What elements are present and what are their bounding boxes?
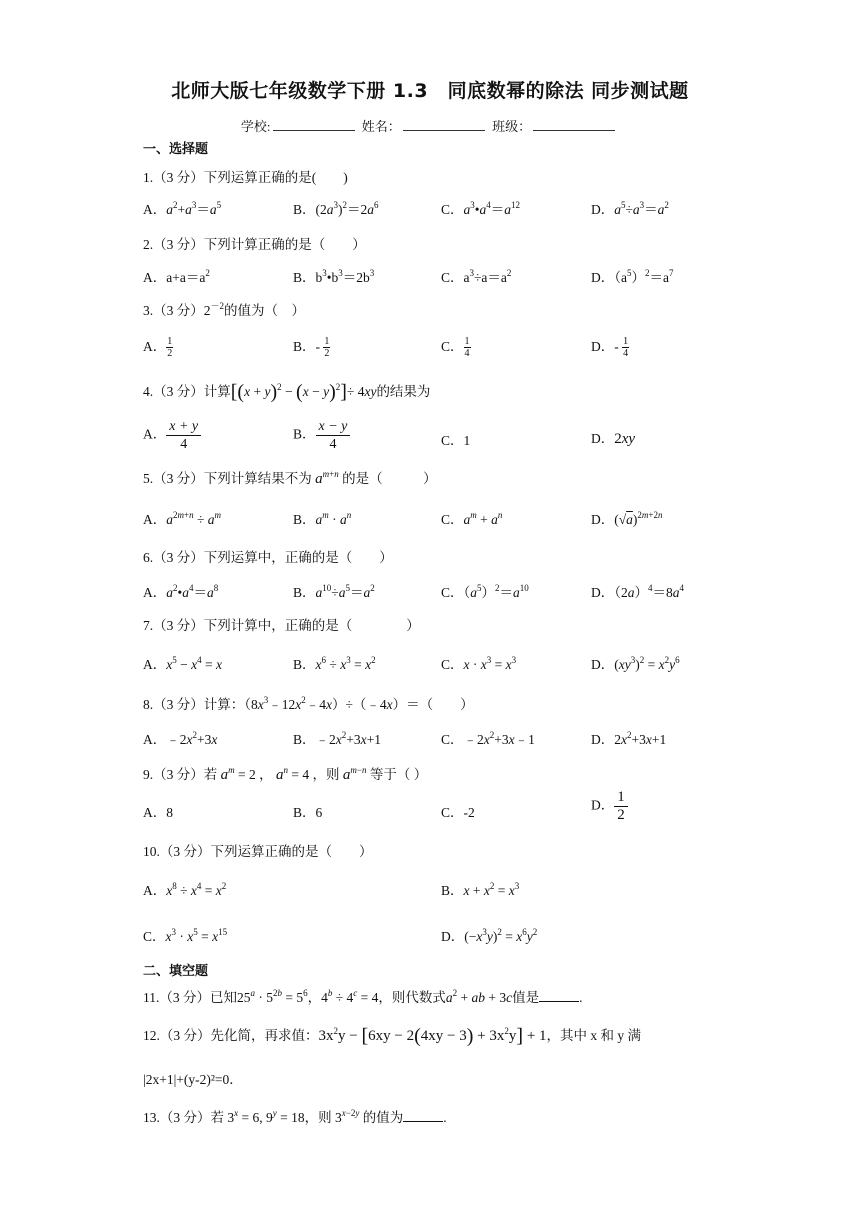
question-10-stem: 10.（3 分）下列运算正确的是（ ） [143,844,373,859]
q8-option-a[interactable]: A．$﹣2x^2+3x$ [143,730,218,747]
q4-stem-text: 4.（3 分）计算 [143,384,231,399]
q7-option-d[interactable]: D．$(xy^3)^2 = x^2y^6$ [591,655,680,672]
page-title: 北师大版七年级数学下册 1.3 同底数幂的除法 同步测试题 [171,80,689,102]
question-2-stem: 2.（3 分）下列计算正确的是（ ） [143,237,366,252]
q13-stem-end: 的值为 [362,1110,404,1125]
q9-option-b[interactable]: B．6 [293,805,323,820]
q13-answer-blank[interactable] [403,1109,443,1122]
q5-option-d[interactable]: D．$(√a)^{2m+2n}$ [591,510,663,527]
q1-option-d[interactable]: D．$a^5\div a^3=a^2$ [591,200,669,217]
q4-option-c-value: 1 [463,433,471,448]
school-label: 学校: [240,119,271,134]
q4-option-d[interactable]: D．2xy [591,431,636,447]
q7-option-a[interactable]: A．$x^5 - x^4 = x$ [143,655,222,672]
q9-comma: ， [259,767,273,782]
q1-option-b[interactable]: B．$(2a^3)^2=2a^6$ [293,200,379,217]
q5-option-a[interactable]: A．$a^{2m+n} \div a^m$ [143,510,221,527]
q7-option-c[interactable]: C．$x \cdot x^3 = x^3$ [441,655,517,672]
question-12-condition: |2x+1|+(y-2)²=0． [143,1072,243,1087]
q4-stem-end: 的结果为 [376,384,431,399]
class-label: 班级： [492,119,532,134]
q8-option-b[interactable]: B．$﹣2x^2+3x+1$ [293,730,382,747]
class-blank[interactable] [533,118,615,131]
student-info-line [0,116,860,135]
q10-option-b[interactable]: B．$x + x^2 = x^3$ [441,881,520,898]
question-1-stem: 1.（3 分）下列运算正确的是( ) [143,170,348,185]
q6-option-a[interactable]: A．$a^2•a^4=a^8$ [143,583,219,600]
q8-option-d[interactable]: D．$2x^2+3x+1$ [591,730,667,747]
question-12-stem [143,1024,641,1048]
question-4-stem [143,380,430,404]
q2-option-a[interactable]: A．$a+a=a^2$ [143,268,210,285]
question-7-stem: 7.（3 分）下列计算中，正确的是（ ） [143,618,420,633]
q6-option-c[interactable]: C．$(a^5)^2=a^{10}$ [441,583,529,600]
question-11-stem: 11.（3 分）已知$25^a \cdot 5^{2b} = 5^6$，$4^b \div 4^c = 4$，则代数式$a^2$ + ab + 3c值是 . [143,988,583,1005]
name-blank[interactable] [403,118,485,131]
q2-option-b[interactable]: B．$b^3•b^3=2b^3$ [293,268,375,285]
q3-option-c[interactable]: C． $\frac{1}{4}$ [441,336,470,360]
question-5-stem: 5.（3 分）下列计算结果不为 $a^{m+n}$ 的是（ ） [143,469,437,487]
section-fill-heading: 二、填空题 [143,964,209,979]
q12-stem-text: 12.（3 分）先化简，再求值： [143,1028,319,1043]
q1-option-c[interactable]: C．$a^3•a^4=a^{12}$ [441,200,520,217]
q3-option-d[interactable]: D．- $\frac{1}{4}$ [591,336,629,360]
q5-stem-end: 的是（ ） [342,471,437,486]
section-choice-heading: 一、选择题 [143,142,209,157]
q12-expression: $3x^2y - [6xy - 2(4xy - 3) + 3x^2y] + 1$ [318,1025,547,1047]
question-9-stem: 9.（3 分）若 $a^m = 2$ ， $a^n = 4$ ，则 $a^{m-n}$ 等于（ ） [143,765,428,783]
q6-option-b[interactable]: B．$a^{10}\div a^5=a^2$ [293,583,375,600]
q9-stem-end: 等于（ ） [369,767,428,782]
q3-exponent: －2 [210,301,225,311]
question-13-stem: 13.（3 分）若 $3^x = 6$, $9^y = 18$，则 $3^{x-2y}$ 的值为 . [143,1108,447,1125]
q5-option-b[interactable]: B．$a^m \cdot a^n$ [293,510,352,527]
q11-answer-blank[interactable] [539,989,579,1002]
q4-expression: $[(x + y)^2 - (x - y)^2]\div 4xy$ [230,381,377,403]
question-6-stem: 6.（3 分）下列运算中，正确的是（ ） [143,550,393,565]
q2-option-d[interactable]: D．$(a^5)^2=a^7$ [591,268,674,285]
q9-stem-text: 9.（3 分）若 [143,767,218,782]
q5-stem-text: 5.（3 分）下列计算结果不为 [143,471,312,486]
q13-stem-text: 13.（3 分）若 [143,1110,224,1125]
q3-option-a[interactable]: A． $\frac{1}{2}$ [143,336,173,360]
q3-stem-end: 的值为（ ） [224,303,306,318]
q9-option-a[interactable]: A．8 [143,805,173,820]
q7-option-b[interactable]: B．$x^6 \div x^3 = x^2$ [293,655,376,672]
q9-then: ，则 [312,767,340,782]
q4-option-c[interactable]: C．1 [441,433,471,448]
q10-option-a[interactable]: A．$x^8 \div x^4 = x^2$ [143,881,227,898]
q11-stem-end: 值是 [512,990,540,1005]
question-8-stem: 8.（3 分）计算：$(8x^3﹣12x^2﹣4x)\div(﹣4x)=$（ ） [143,695,474,712]
q9-option-d[interactable]: D． $\frac{1}{2}$ [591,789,628,824]
q11-stem-mid: ，则代数式 [378,990,446,1005]
q13-stem-mid: ，则 [304,1110,332,1125]
q6-option-d[interactable]: D．$(2a)^4=8a^4$ [591,583,684,600]
q3-stem-text: 3.（3 分）2 [143,303,211,318]
q10-option-d[interactable]: D．$(-x^3y)^2 = x^6y^2$ [441,927,538,944]
question-3-stem [143,299,305,319]
q3-option-b[interactable]: B．- $\frac{1}{2}$ [293,336,330,360]
q1-option-a[interactable]: A．$a^2+a^3=a^5$ [143,200,222,217]
q4-option-a[interactable]: A． $\frac{x + y}{4}$ [143,418,201,453]
q8-option-c[interactable]: C．$﹣2x^2+3x﹣1$ [441,730,535,747]
q2-option-c[interactable]: C．$a^3\div a=a^2$ [441,268,512,285]
q10-option-c[interactable]: C．$x^3 \cdot x^5 = x^{15}$ [143,927,228,944]
q9-option-c[interactable]: C．-2 [441,805,475,820]
q4-option-b[interactable]: B． $\frac{x - y}{4}$ [293,418,350,453]
school-blank[interactable] [273,118,355,131]
q11-stem-text: 11.（3 分）已知 [143,990,237,1005]
name-label: 姓名： [361,119,401,134]
q12-stem-end: ，其中 x 和 y 满 [546,1028,642,1043]
q5-option-c[interactable]: C．$a^m + a^n$ [441,510,503,527]
